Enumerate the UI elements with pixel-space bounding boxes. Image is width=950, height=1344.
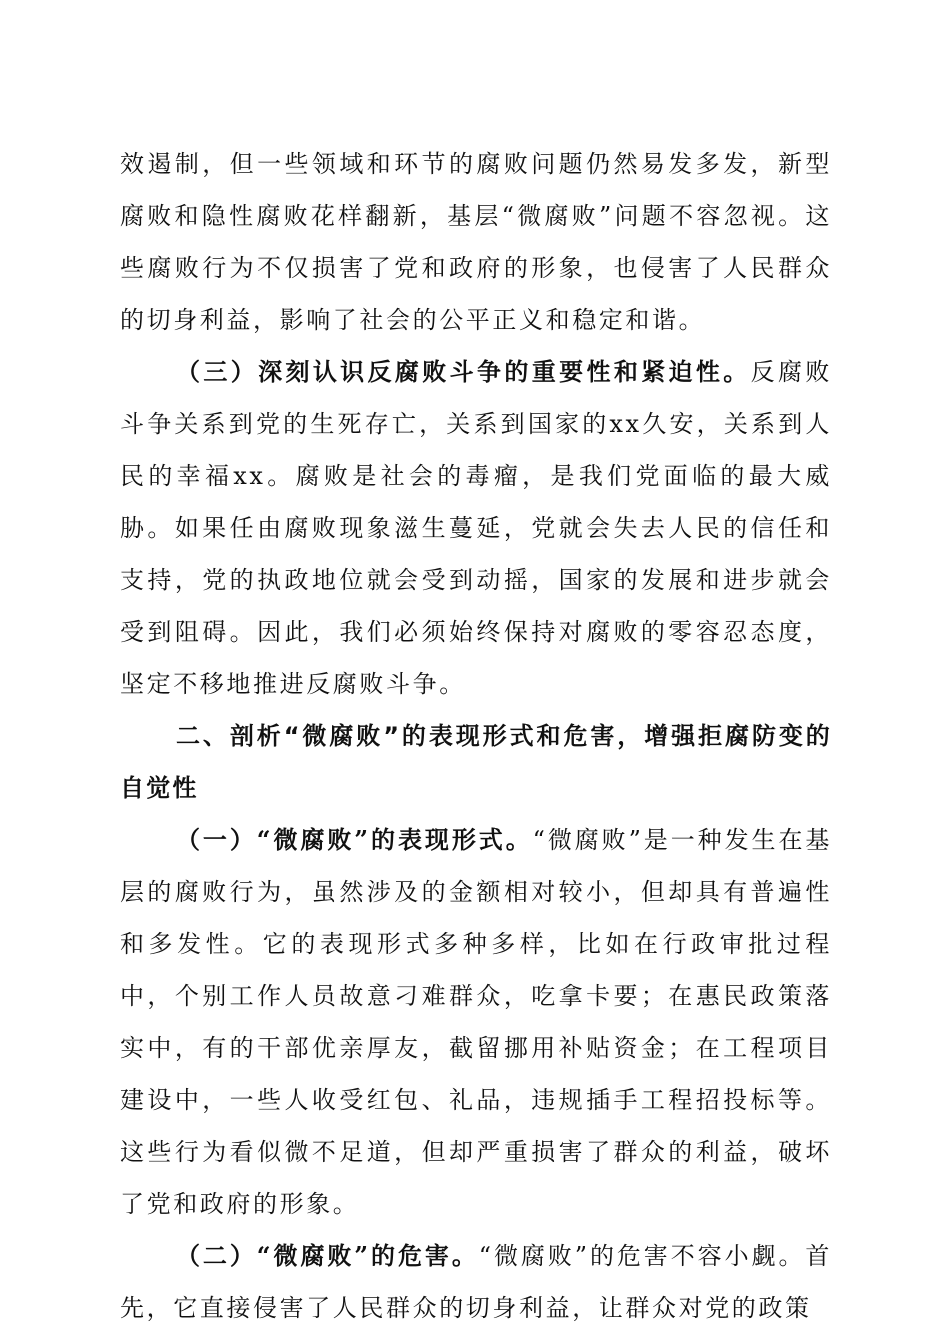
paragraph-section-three-body: 反腐败斗争关系到党的生死存亡，关系到国家的xx久安，关系到人民的幸福xx。腐败是社会的毒瘤，是我们党面临的最大威胁。如果任由腐败现象滋生蔓延，党就会失去人民的信任和支持，党的执政地位就会受到动摇，国家的发展和进步就会受到阻碍。因此，我们必须始终保持对腐败的零容忍态度，坚定不移地推进反腐败斗争。 [120, 358, 832, 698]
subheading-one: （一）“微腐败”的表现形式。 [176, 825, 533, 854]
subheading-two: （二）“微腐败”的危害。 [176, 1241, 479, 1270]
paragraph-subsection-two [120, 1230, 832, 1334]
paragraph-continued: 效遏制，但一些领域和环节的腐败问题仍然易发多发，新型腐败和隐性腐败花样翻新，基层“微腐败”问题不容忽视。这些腐败行为不仅损害了党和政府的形象，也侵害了人民群众的切身利益，影响了社会的公平正义和稳定和谐。 [120, 150, 832, 334]
document-body [120, 138, 832, 1334]
subheading-three: （三）深刻认识反腐败斗争的重要性和紧迫性。 [176, 357, 751, 386]
paragraph-section-three [120, 346, 832, 710]
paragraph-subsection-two-body: “微腐败”的危害不容小觑。首先，它直接侵害了人民群众的切身利益，让群众对党的政策 [120, 1242, 832, 1322]
paragraph-subsection-one-body: “微腐败”是一种发生在基层的腐败行为，虽然涉及的金额相对较小，但却具有普遍性和多发性。它的表现形式多种多样，比如在行政审批过程中，个别工作人员故意刁难群众，吃拿卡要；在惠民政策落实中，有的干部优亲厚友，截留挪用补贴资金；在工程项目建设中，一些人收受红包、礼品，违规插手工程招投标等。这些行为看似微不足道，但却严重损害了群众的利益，破坏了党和政府的形象。 [120, 826, 832, 1218]
section-heading-two: 二、剖析“微腐败”的表现形式和危害，增强拒腐防变的自觉性 [120, 722, 832, 802]
paragraph-subsection-one [120, 814, 832, 1230]
